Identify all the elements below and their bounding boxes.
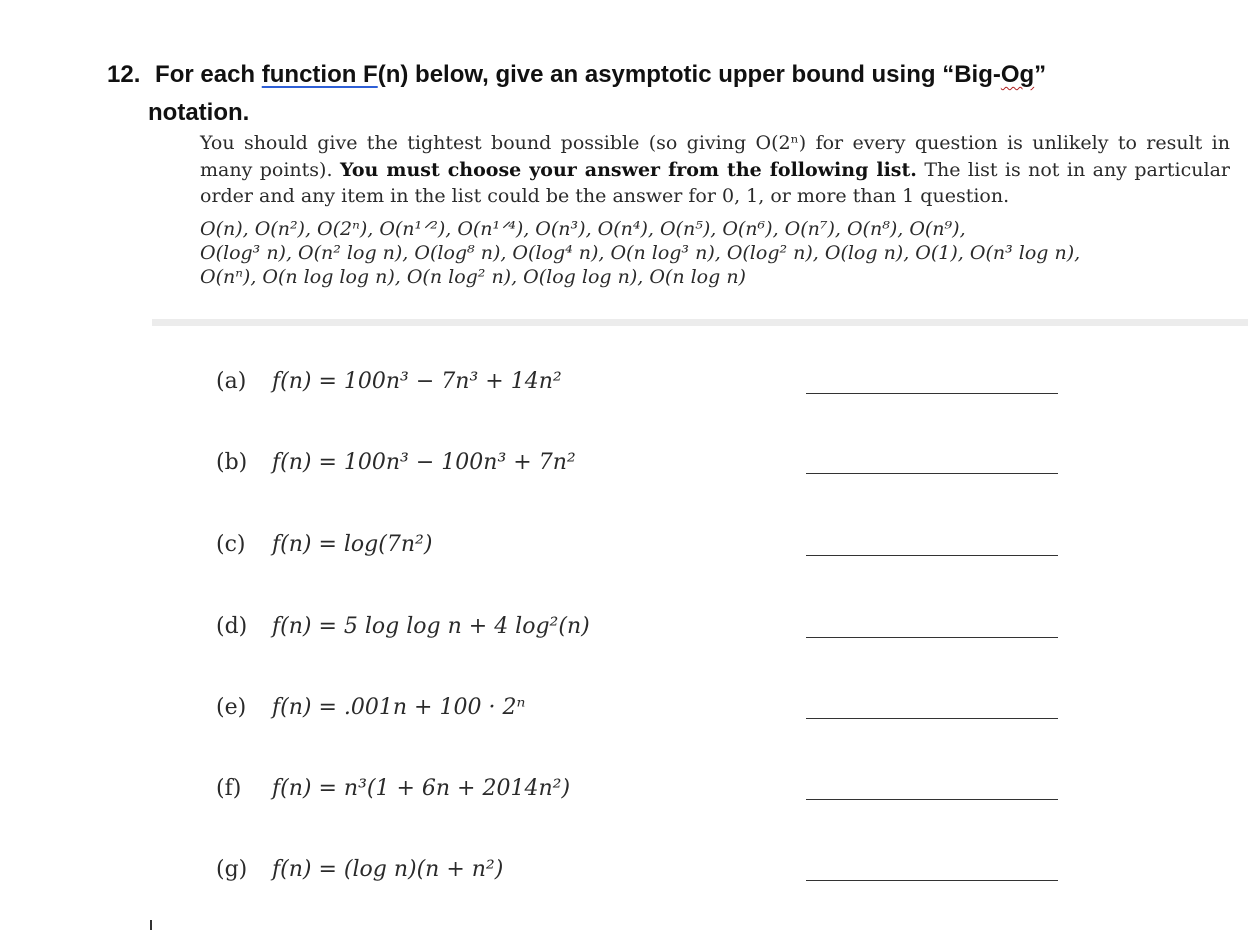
answer-list-row-3: O(nⁿ), O(n log log n), O(n log² n), O(log log n), O(n log n) [200,266,746,288]
question-heading [107,56,1207,132]
answer-blank-g[interactable] [806,880,1058,881]
item-b [216,445,816,481]
answer-blank-e[interactable] [806,718,1058,719]
answer-list-row-1: O(n), O(n²), O(2ⁿ), O(n¹ᐟ²), O(n¹ᐟ⁴), O(n³), O(n⁴), O(n⁵), O(n⁶), O(n⁷), O(n⁸), O(n⁹), [200,218,966,240]
item-e [216,690,816,726]
instructions-bold: You must choose your answer from the following list. [339,158,917,181]
item-c [216,527,816,563]
heading-prefix: For each [155,61,256,88]
item-expression: f(n) = 100n³ − 100n³ + 7n² [272,450,576,475]
item-expression: f(n) = (log n)(n + n²) [272,857,504,882]
item-expression: f(n) = log(7n²) [272,532,433,557]
instructions [200,130,1230,210]
item-expression: f(n) = n³(1 + 6n + 2014n²) [272,776,571,801]
section-divider [152,319,1248,326]
item-a [216,364,816,400]
text-cursor-mark [150,920,152,930]
answer-blank-f[interactable] [806,799,1058,800]
item-label: (c) [216,532,246,557]
heading-line2: notation. [148,99,250,126]
answer-blank-b[interactable] [806,473,1058,474]
item-label: (b) [216,450,248,475]
answer-choices-list [200,217,1240,289]
answer-blank-d[interactable] [806,637,1058,638]
item-label: (g) [216,857,248,882]
instructions-part2: The list is not in any particular order and any item in the list could be the answer for 0, 1, or more than 1 question. [200,158,1230,207]
question-number: 12. [107,61,141,88]
item-label: (a) [216,369,247,394]
heading-rest: (n) below, give an asymptotic upper bound using “Big- [377,61,1001,88]
heading-underlined-text: function F [261,61,378,88]
item-g [216,852,816,888]
instructions-part1: You should give the tightest bound possible (so giving O(2ⁿ) for every question is unlikely to result in many points). [200,132,1230,181]
item-label: (e) [216,695,247,720]
item-expression: f(n) = .001n + 100 · 2ⁿ [272,695,526,720]
answer-blank-a[interactable] [806,393,1058,394]
item-label: (d) [216,614,248,639]
item-expression: f(n) = 100n³ − 7n³ + 14n² [272,369,562,394]
answer-list-row-2: O(log³ n), O(n² log n), O(log⁸ n), O(log⁴ n), O(n log³ n), O(log² n), O(log n), O(1), O(n³ log n), [200,242,1081,264]
answer-blank-c[interactable] [806,555,1058,556]
item-expression: f(n) = 5 log log n + 4 log²(n) [272,614,590,639]
item-f [216,771,816,807]
heading-close-quote: ” [1034,61,1047,88]
item-label: (f) [216,776,242,801]
item-d [216,609,816,645]
heading-spellcheck-word: Og [1000,61,1035,88]
